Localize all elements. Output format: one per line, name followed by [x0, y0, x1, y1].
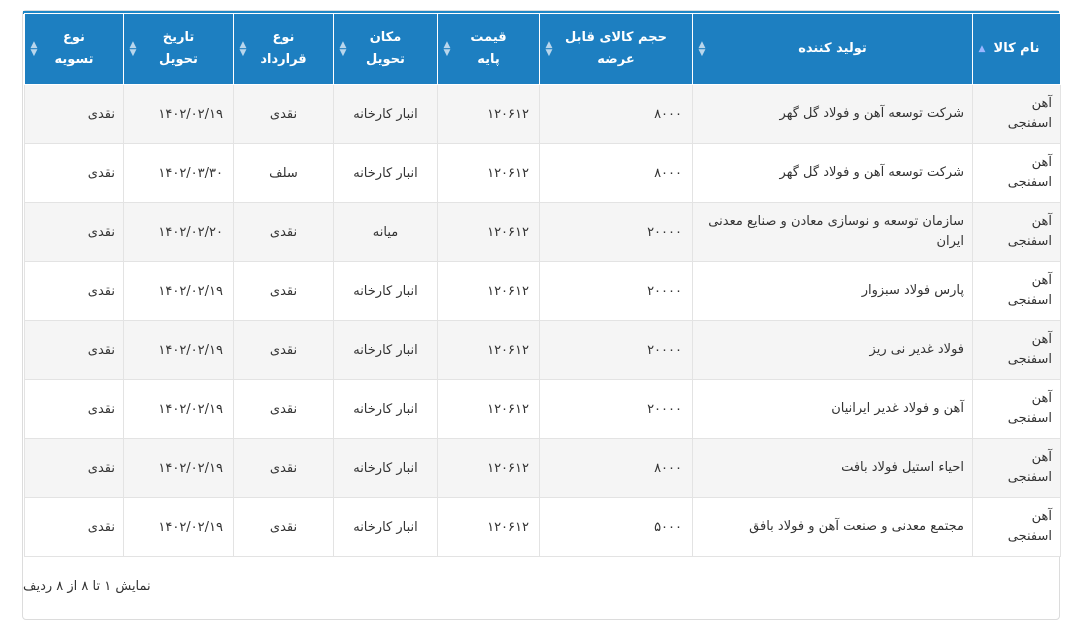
cell-delivery-date: ۱۴۰۲/۰۲/۱۹: [124, 498, 234, 557]
column-header-label: تولید کننده: [798, 41, 867, 56]
cell-contract-type: نقدی: [234, 498, 334, 557]
cell-product: [973, 144, 1061, 203]
column-header-contract-type[interactable]: [234, 14, 334, 85]
cell-delivery-date: ۱۴۰۲/۰۲/۱۹: [124, 321, 234, 380]
cell-product-line1: آهن: [1031, 332, 1052, 347]
cell-base-price: ۱۲۰۶۱۲: [438, 85, 540, 144]
cell-contract-type: نقدی: [234, 439, 334, 498]
cell-volume: ۸۰۰۰: [540, 85, 693, 144]
cell-base-price: ۱۲۰۶۱۲: [438, 380, 540, 439]
cell-delivery-date: ۱۴۰۲/۰۳/۳۰: [124, 144, 234, 203]
column-header-label: قیمت: [470, 30, 507, 45]
cell-product-line1: آهن: [1031, 96, 1052, 111]
sort-icon[interactable]: ▲ ▼: [30, 40, 38, 58]
cell-volume: ۸۰۰۰: [540, 144, 693, 203]
table-row: [25, 203, 1061, 262]
cell-product-line2: اسفنجی: [1007, 352, 1052, 367]
cell-product: [973, 380, 1061, 439]
cell-product-line2: اسفنجی: [1007, 116, 1052, 131]
sort-icon[interactable]: ▲ ▼: [698, 40, 706, 58]
cell-base-price: ۱۲۰۶۱۲: [438, 321, 540, 380]
cell-product: [973, 439, 1061, 498]
cell-delivery-date: ۱۴۰۲/۰۲/۱۹: [124, 380, 234, 439]
table-row: [25, 321, 1061, 380]
cell-product-line1: آهن: [1031, 273, 1052, 288]
cell-product-line1: آهن: [1031, 450, 1052, 465]
cell-volume: ۵۰۰۰: [540, 498, 693, 557]
cell-delivery-date: ۱۴۰۲/۰۲/۱۹: [124, 85, 234, 144]
table-header-row: [25, 14, 1061, 85]
column-header-base-price[interactable]: [438, 14, 540, 85]
cell-base-price: ۱۲۰۶۱۲: [438, 144, 540, 203]
cell-product-line2: اسفنجی: [1007, 411, 1052, 426]
column-header-label: حجم کالای قابل: [565, 30, 667, 45]
cell-delivery-place: انبار کارخانه: [334, 498, 438, 557]
column-header-delivery-date[interactable]: [124, 14, 234, 85]
column-header-label-line2: تسویه: [54, 52, 94, 67]
cell-product-line1: آهن: [1031, 155, 1052, 170]
data-table: [24, 13, 1061, 557]
cell-producer: مجتمع معدنی و صنعت آهن و فولاد بافق: [693, 498, 973, 557]
column-header-label: مکان: [369, 30, 402, 45]
cell-producer: پارس فولاد سبزوار: [693, 262, 973, 321]
cell-delivery-place: انبار کارخانه: [334, 144, 438, 203]
cell-delivery-date: ۱۴۰۲/۰۲/۱۹: [124, 439, 234, 498]
column-header-label-line2: تحویل: [366, 52, 405, 67]
cell-settlement-type: نقدی: [25, 321, 124, 380]
sort-asc-icon[interactable]: ▲: [978, 44, 986, 54]
cell-volume: ۲۰۰۰۰: [540, 203, 693, 262]
cell-contract-type: نقدی: [234, 380, 334, 439]
column-header-label-line2: عرضه: [597, 52, 635, 67]
cell-product-line2: اسفنجی: [1007, 175, 1052, 190]
column-header-product[interactable]: [973, 14, 1061, 85]
cell-base-price: ۱۲۰۶۱۲: [438, 498, 540, 557]
sort-icon[interactable]: ▲ ▼: [129, 40, 137, 58]
sort-icon[interactable]: ▲ ▼: [443, 40, 451, 58]
cell-contract-type: نقدی: [234, 203, 334, 262]
cell-settlement-type: نقدی: [25, 498, 124, 557]
cell-volume: ۲۰۰۰۰: [540, 380, 693, 439]
column-header-volume[interactable]: [540, 14, 693, 85]
cell-product-line1: آهن: [1031, 214, 1052, 229]
cell-product: [973, 85, 1061, 144]
cell-contract-type: سلف: [234, 144, 334, 203]
table-row: [25, 85, 1061, 144]
cell-product-line1: آهن: [1031, 391, 1052, 406]
column-header-label: نوع: [63, 30, 85, 45]
cell-volume: ۲۰۰۰۰: [540, 321, 693, 380]
cell-producer: شرکت توسعه آهن و فولاد گل گهر: [693, 85, 973, 144]
cell-product: [973, 262, 1061, 321]
cell-settlement-type: نقدی: [25, 144, 124, 203]
cell-base-price: ۱۲۰۶۱۲: [438, 262, 540, 321]
cell-contract-type: نقدی: [234, 262, 334, 321]
cell-product-line1: آهن: [1031, 509, 1052, 524]
cell-volume: ۲۰۰۰۰: [540, 262, 693, 321]
sort-icon[interactable]: ▲ ▼: [545, 40, 553, 58]
table-info: نمایش ۱ تا ۸ از ۸ ردیف: [23, 579, 151, 594]
cell-product: [973, 321, 1061, 380]
cell-delivery-place: انبار کارخانه: [334, 321, 438, 380]
cell-product: [973, 203, 1061, 262]
cell-contract-type: نقدی: [234, 321, 334, 380]
sort-icon[interactable]: ▲ ▼: [339, 40, 347, 58]
table-row: [25, 439, 1061, 498]
column-header-label: نام کالا: [993, 41, 1040, 56]
cell-delivery-place: انبار کارخانه: [334, 85, 438, 144]
cell-volume: ۸۰۰۰: [540, 439, 693, 498]
cell-producer: فولاد غدیر نی ریز: [693, 321, 973, 380]
column-header-label: نوع: [272, 30, 295, 45]
cell-product-line2: اسفنجی: [1007, 470, 1052, 485]
cell-delivery-place: انبار کارخانه: [334, 262, 438, 321]
cell-producer: شرکت توسعه آهن و فولاد گل گهر: [693, 144, 973, 203]
cell-product-line2: اسفنجی: [1007, 234, 1052, 249]
cell-contract-type: نقدی: [234, 85, 334, 144]
cell-settlement-type: نقدی: [25, 439, 124, 498]
column-header-label-line2: تحویل: [159, 52, 198, 67]
table-container: [22, 10, 1060, 620]
cell-settlement-type: نقدی: [25, 85, 124, 144]
table-row: [25, 144, 1061, 203]
cell-base-price: ۱۲۰۶۱۲: [438, 203, 540, 262]
column-header-settlement-type[interactable]: [25, 14, 124, 85]
cell-product-line2: اسفنجی: [1007, 293, 1052, 308]
cell-settlement-type: نقدی: [25, 262, 124, 321]
column-header-label: تاریخ: [162, 30, 195, 45]
sort-icon[interactable]: ▲ ▼: [239, 40, 247, 58]
table-row: [25, 262, 1061, 321]
cell-settlement-type: نقدی: [25, 203, 124, 262]
cell-delivery-place: میانه: [334, 203, 438, 262]
cell-delivery-place: انبار کارخانه: [334, 380, 438, 439]
column-header-delivery-place[interactable]: [334, 14, 438, 85]
cell-product: [973, 498, 1061, 557]
cell-product-line2: اسفنجی: [1007, 529, 1052, 544]
cell-producer: سازمان توسعه و نوسازی معادن و صنایع معدنی ایران: [693, 203, 973, 262]
table-row: [25, 380, 1061, 439]
column-header-label-line2: قرارداد: [260, 52, 307, 67]
cell-producer: آهن و فولاد غدیر ایرانیان: [693, 380, 973, 439]
cell-producer: احیاء استیل فولاد بافت: [693, 439, 973, 498]
cell-delivery-place: انبار کارخانه: [334, 439, 438, 498]
cell-delivery-date: ۱۴۰۲/۰۲/۲۰: [124, 203, 234, 262]
cell-delivery-date: ۱۴۰۲/۰۲/۱۹: [124, 262, 234, 321]
cell-base-price: ۱۲۰۶۱۲: [438, 439, 540, 498]
column-header-label-line2: پایه: [477, 52, 500, 67]
column-header-producer[interactable]: [693, 14, 973, 85]
cell-settlement-type: نقدی: [25, 380, 124, 439]
table-row: [25, 498, 1061, 557]
